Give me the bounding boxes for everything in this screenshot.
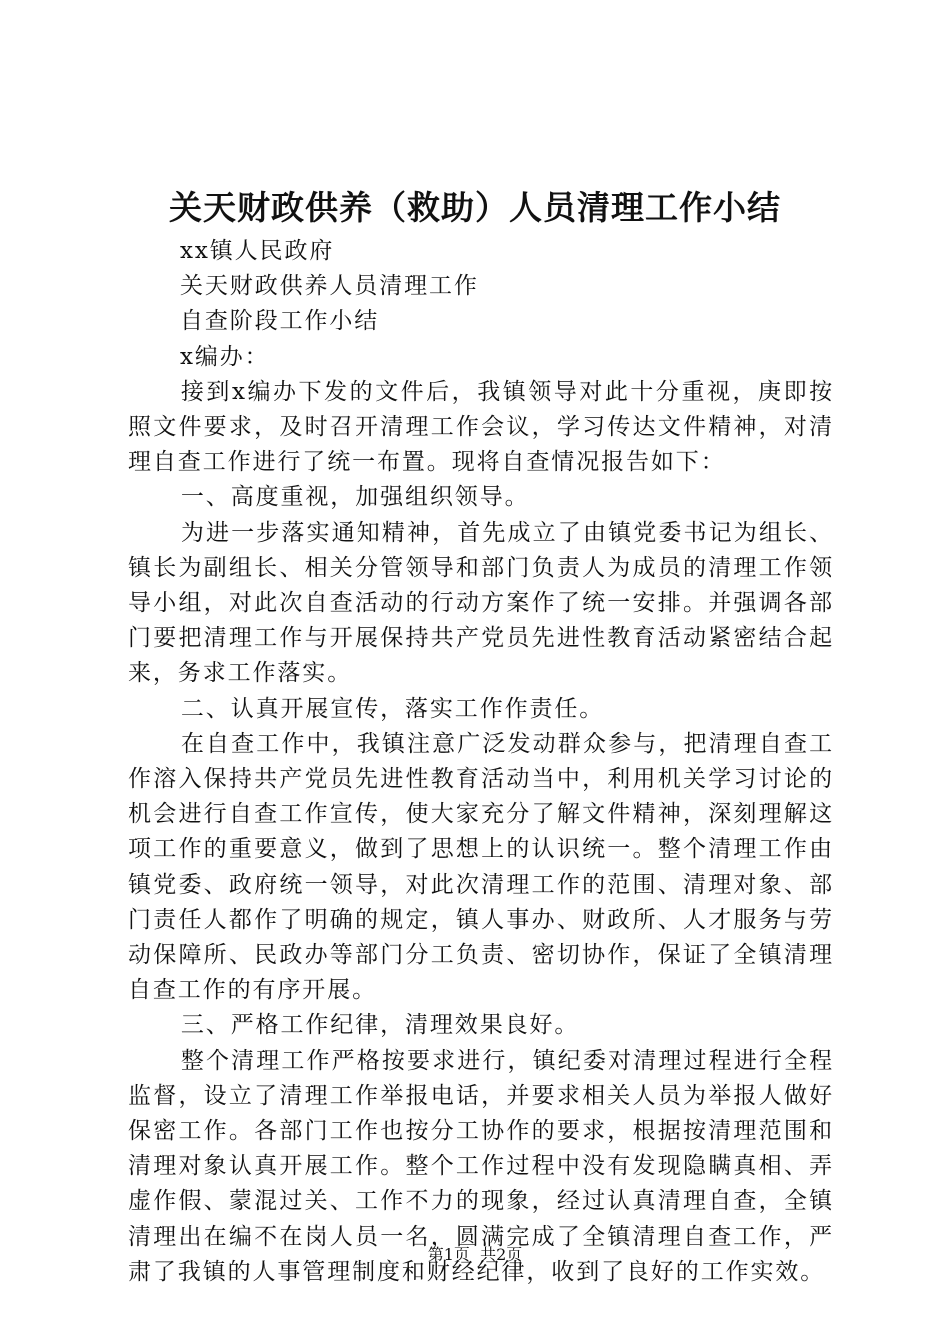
page-footer: 第1页 共2页 — [427, 1245, 523, 1264]
document-title: 关天财政供养（救助）人员清理工作小结 — [169, 188, 781, 227]
header-line-town-government: xx镇人民政府 — [180, 238, 335, 264]
paragraph-section-3: 整个清理工作严格按要求进行，镇纪委对清理过程进行全程监督，设立了清理工作举报电话，并要求相关人员为举报人做好保密工作。各部门工作也按分工协作的要求，根据按清理范围和清理对象认真开展工作。整个工作过程中没有发现隐瞒真相、弄虚作假、蒙混过关、工作不力的现象，经过认真清理自查，全镇清理出在编不在岗人员一名，圆满完成了全镇清理自查工作，严肃了我镇的人事管理制度和财经纪律，收到了良好的工作实效。 — [128, 1047, 834, 1285]
header-line-stage: 自查阶段工作小结 — [180, 308, 380, 335]
section-heading-1: 一、高度重视，加强组织领导。 — [180, 484, 530, 511]
paragraph-section-2: 在自查工作中，我镇注意广泛发动群众参与，把清理自查工作溶入保持共产党员先进性教育活动当中，利用机关学习讨论的机会进行自查工作宣传，使大家充分了解文件精神，深刻理解这项工作的重要意义，做到了思想上的认识统一。整个清理工作由镇党委、政府统一领导，对此次清理工作的范围、清理对象、部门责任人都作了明确的规定，镇人事办、财政所、人才服务与劳动保障所、民政办等部门分工负责、密切协作，保证了全镇清理自查工作的有序开展。 — [128, 730, 834, 1004]
section-heading-2: 二、认真开展宣传，落实工作作责任。 — [180, 695, 605, 722]
header-line-subject: 关天财政供养人员清理工作 — [180, 273, 479, 300]
paragraph-intro: 接到x编办下发的文件后，我镇领导对此十分重视，庚即按照文件要求，及时召开清理工作会议，学习传达文件精神，对清理自查工作进行了统一布置。现将自查情况报告如下： — [128, 378, 834, 476]
header-line-addressee: x编办： — [180, 343, 270, 370]
document-body — [128, 234, 834, 1290]
section-heading-3: 三、严格工作纪律，清理效果良好。 — [180, 1012, 580, 1039]
paragraph-section-1: 为进一步落实通知精神，首先成立了由镇党委书记为组长、镇长为副组长、相关分管领导和部门负责人为成员的清理工作领导小组，对此次自查活动的行动方案作了统一安排。并强调各部门要把清理工作与开展保持共产党员先进性教育活动紧密结合起来，务求工作落实。 — [128, 519, 834, 687]
